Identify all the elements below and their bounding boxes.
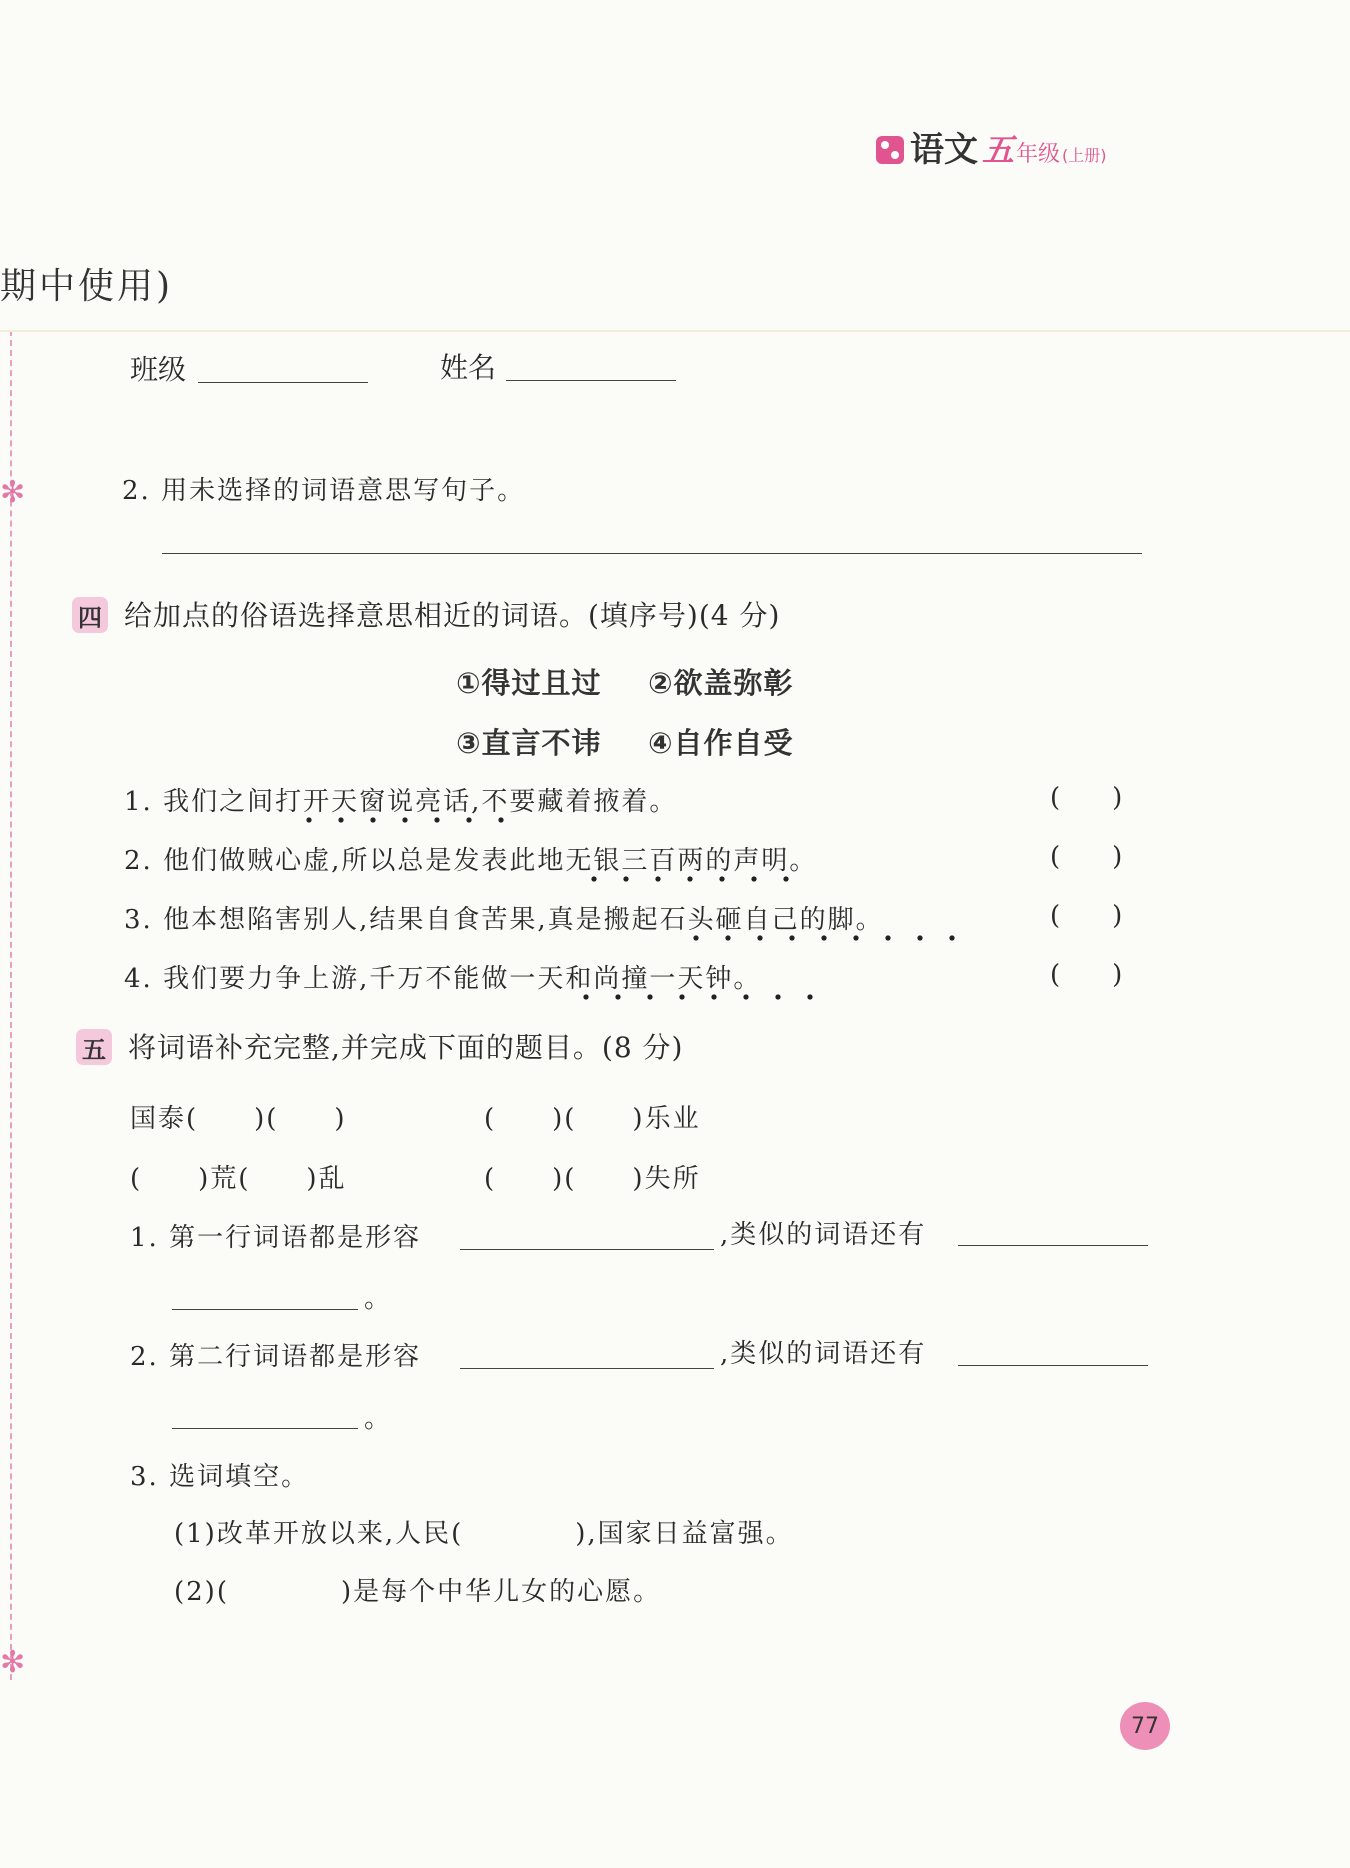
idiom-blank[interactable]: 国泰( )( )	[130, 1104, 347, 1134]
idiom-blank[interactable]: ( )( )失所	[484, 1164, 701, 1194]
page-number: 77	[1120, 1702, 1170, 1750]
answer-blank[interactable]: ( )	[1050, 960, 1123, 990]
grade-number: 五	[982, 131, 1015, 169]
subject-title: 语文	[910, 130, 978, 170]
answer-line[interactable]	[172, 1428, 358, 1429]
answer-line[interactable]	[958, 1365, 1148, 1366]
question-3-sentence-2[interactable]: (2)( )是每个中华儿女的心愿。	[174, 1577, 662, 1607]
idiom-blank[interactable]: ( )( )乐业	[484, 1104, 701, 1134]
grade-label: 年级	[1016, 142, 1061, 167]
emphasis-dots	[293, 817, 517, 823]
class-label: 班级	[130, 353, 187, 386]
question-1-part2: ,类似的词语还有	[720, 1220, 927, 1250]
option-1: ①得过且过	[456, 666, 602, 700]
question-2-part2: ,类似的词语还有	[720, 1339, 927, 1369]
volume-label: (上册)	[1062, 146, 1107, 165]
list-item: 3. 他本想陷害别人,结果自食苦果,真是搬起石头砸自己的脚。	[124, 905, 884, 935]
star-icon: ✻	[0, 1645, 26, 1680]
question-3-title: 3. 选词填空。	[130, 1462, 310, 1492]
idiom-blank[interactable]: ( )荒( )乱	[130, 1164, 347, 1194]
question-1-part1: 1. 第一行词语都是形容	[130, 1223, 422, 1253]
answer-blank[interactable]: ( )	[1050, 783, 1123, 813]
answer-blank[interactable]: ( )	[1050, 842, 1123, 872]
answer-blank[interactable]: ( )	[1050, 901, 1123, 931]
name-label: 姓名	[440, 351, 497, 384]
answer-line[interactable]	[172, 1309, 358, 1310]
emphasis-dots	[680, 935, 968, 941]
question-2-end: 。	[364, 1404, 393, 1434]
option-4: ④自作自受	[648, 726, 794, 760]
section-title: 给加点的俗语选择意思相近的词语。(填序号)(4 分)	[124, 599, 781, 632]
emphasis-dots	[578, 876, 802, 882]
answer-line[interactable]	[958, 1245, 1148, 1246]
class-field[interactable]	[198, 382, 368, 383]
star-icon: ✻	[0, 475, 26, 510]
emphasis-dots	[570, 994, 826, 1000]
section-badge: 四	[72, 597, 108, 633]
divider	[0, 330, 1350, 332]
list-item: 1. 我们之间打开天窗说亮话,不要藏着掖着。	[124, 787, 678, 817]
page-header	[876, 122, 1107, 171]
section-badge: 五	[76, 1029, 112, 1065]
section-title: 将词语补充完整,并完成下面的题目。(8 分)	[128, 1031, 684, 1064]
answer-line[interactable]	[460, 1368, 714, 1369]
name-field[interactable]	[506, 380, 676, 381]
answer-line[interactable]	[460, 1249, 714, 1250]
question-2-part1: 2. 第二行词语都是形容	[130, 1342, 422, 1372]
question-3-sentence-1[interactable]: (1)改革开放以来,人民( ),国家日益富强。	[174, 1519, 794, 1549]
list-item: 2. 他们做贼心虚,所以总是发表此地无银三百两的声明。	[124, 846, 818, 876]
option-2: ②欲盖弥彰	[648, 666, 794, 700]
question-1-end: 。	[364, 1284, 393, 1314]
dice-logo-icon	[876, 136, 904, 164]
answer-line[interactable]	[162, 553, 1142, 554]
option-3: ③直言不讳	[456, 726, 602, 760]
question-2: 2. 用未选择的词语意思写句子。	[122, 476, 526, 506]
list-item: 4. 我们要力争上游,千万不能做一天和尚撞一天钟。	[124, 964, 762, 994]
usage-note: 期中使用)	[0, 266, 174, 307]
binding-margin-line	[10, 330, 12, 1680]
